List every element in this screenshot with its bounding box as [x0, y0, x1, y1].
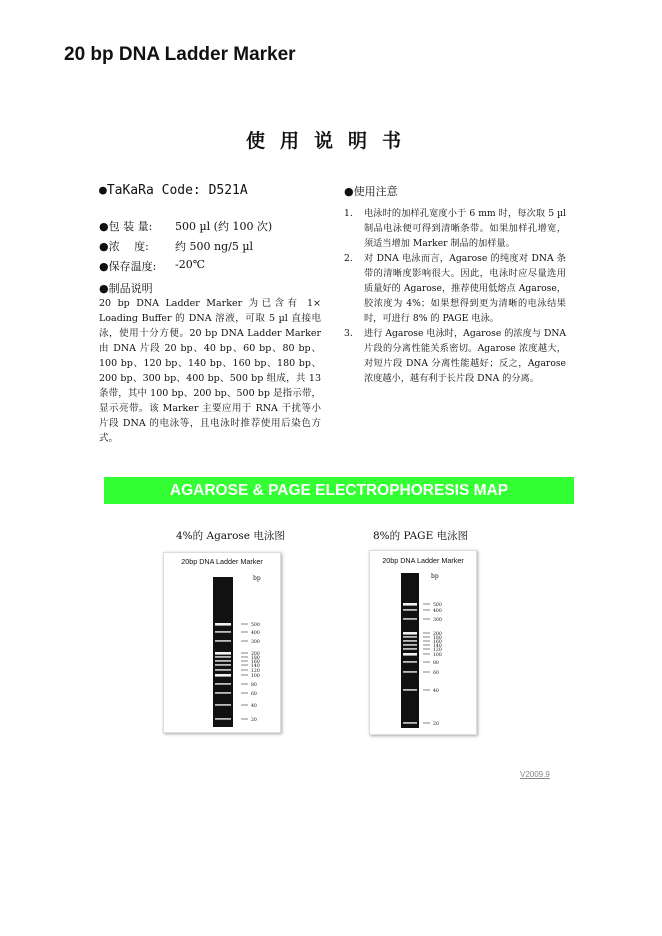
note-text: 对 DNA 电泳而言，Agarose 的纯度对 DNA 条带的清晰度影响很大。因此，电泳时应尽量选用质量好的 Agarose，推荐使用低熔点 Agarose，胶浓度为 4%；如果想得到更为清晰的电泳结果时，可进行 8% 的 PAGE 电泳。 [364, 253, 566, 324]
gel-band-60 [403, 671, 417, 673]
note-item [344, 251, 566, 326]
note-text: 进行 Agarose 电泳时，Agarose 的浓度与 DNA 片段的分离性能关系密切。Agarose 浓度越大，对短片段 DNA 分离性能越好；反之，Agarose 浓度越小，越有利于长片段 DNA 的分离。 [364, 328, 566, 384]
gel-band-140 [403, 644, 417, 646]
agarose-gel-caption: 4%的 Agarose 电泳图 [176, 530, 285, 542]
gel-label-20: 20 [433, 722, 439, 727]
description-text: 20 bp DNA Ladder Marker 为已含有 1× Loading Buffer 的 DNA 溶液，可取 5 µl 直接电泳，使用十分方便。20 bp DNA Ladder Marker 由 DNA 片段 20 bp、40 bp、60 bp、80 bp、100 bp、120 bp、140 bp、160 bp、180 bp、200 bp、300 bp、400 bp、500 bp 组成，共 13 条带，其中 100 bp、200 bp、500 bp 是指示带，显示亮带。该 Marker 主要应用于 RNA 干扰等小片段 DNA 的电泳等，且电泳时推荐使用后染色方式。 [99, 298, 321, 444]
gel-label-200: 200 [433, 632, 442, 637]
gel-band-180 [403, 636, 417, 638]
gel-label-100: 100 [433, 653, 442, 658]
gel-band-120 [215, 669, 231, 671]
note-item [344, 326, 566, 386]
page-gel-figure [369, 550, 477, 735]
gel-header: 20bp DNA Ladder Marker [382, 556, 464, 565]
gel-label-500: 500 [251, 623, 260, 628]
gel-label-60: 60 [251, 692, 257, 697]
spec-row-concentration [99, 238, 253, 254]
gel-band-300 [403, 618, 417, 620]
spec-label: ●包 装 量: [99, 220, 153, 233]
gel-band-80 [215, 683, 231, 685]
gel-label-120: 120 [251, 669, 260, 674]
gel-band-500 [215, 623, 231, 626]
note-item [344, 206, 566, 251]
gel-band-20 [215, 718, 231, 720]
gel-band-400 [403, 609, 417, 611]
notes-list [344, 206, 566, 386]
gel-label-300: 300 [433, 618, 442, 623]
spec-value: -20℃ [175, 258, 206, 271]
spec-row-package [99, 218, 272, 234]
page-title: 20 bp DNA Ladder Marker [64, 44, 296, 65]
note-number: 2. [344, 253, 353, 264]
gel-band-100 [215, 674, 231, 677]
gel-label-80: 80 [433, 661, 439, 666]
gel-band-140 [215, 664, 231, 666]
gel-band-500 [403, 603, 417, 606]
description-heading: ●制品说明 [99, 282, 153, 295]
gel-band-60 [215, 692, 231, 694]
gel-label-300: 300 [251, 640, 260, 645]
gel-band-160 [215, 660, 231, 662]
electrophoresis-map-banner: AGAROSE & PAGE ELECTROPHORESIS MAP [104, 477, 574, 504]
notes-heading: ●使用注意 [344, 185, 398, 198]
gel-band-180 [215, 656, 231, 658]
gel-label-160: 160 [251, 660, 260, 665]
note-number: 3. [344, 328, 353, 339]
gel-label-180: 180 [433, 636, 442, 641]
gel-label-400: 400 [251, 631, 260, 636]
spec-label: ●浓 度: [99, 240, 149, 253]
gel-band-120 [403, 648, 417, 650]
takara-code: ●TaKaRa Code: D521A [99, 183, 248, 198]
agarose-gel-image [164, 568, 280, 730]
gel-band-40 [215, 704, 231, 706]
gel-label-40: 40 [433, 689, 439, 694]
gel-header: 20bp DNA Ladder Marker [181, 557, 263, 566]
gel-band-200 [403, 632, 417, 635]
spec-row-storage [99, 258, 205, 274]
manual-heading: 使用说明书 [245, 130, 416, 152]
agarose-gel-figure [163, 552, 281, 733]
gel-label-140: 140 [251, 664, 260, 669]
gel-label-20: 20 [251, 718, 257, 723]
gel-label-80: 80 [251, 683, 257, 688]
gel-band-20 [403, 722, 417, 724]
note-text: 电泳时的加样孔宽度小于 6 mm 时，每次取 5 µl 制品电泳便可得到清晰条带。如果加样孔增宽，须适当增加 Marker 制品的加样量。 [364, 208, 566, 249]
spec-value: 500 µl (约 100 次) [175, 220, 273, 233]
gel-unit-label: bp [253, 575, 261, 582]
gel-label-180: 180 [251, 656, 260, 661]
page-gel-image [370, 568, 476, 732]
gel-band-400 [215, 631, 231, 633]
gel-band-200 [215, 652, 231, 655]
gel-label-100: 100 [251, 674, 260, 679]
gel-label-500: 500 [433, 603, 442, 608]
spec-label: ●保存温度: [99, 260, 157, 273]
gel-label-160: 160 [433, 640, 442, 645]
note-number: 1. [344, 208, 353, 219]
gel-band-160 [403, 640, 417, 642]
gel-label-400: 400 [433, 609, 442, 614]
gel-label-60: 60 [433, 671, 439, 676]
version-label: V2009.9 [520, 770, 550, 779]
gel-band-80 [403, 661, 417, 663]
gel-band-100 [403, 653, 417, 656]
page-gel-caption: 8%的 PAGE 电泳图 [373, 530, 469, 542]
gel-label-120: 120 [433, 648, 442, 653]
gel-label-140: 140 [433, 644, 442, 649]
gel-band-40 [403, 689, 417, 691]
spec-value: 约 500 ng/5 µl [175, 240, 253, 253]
gel-label-40: 40 [251, 704, 257, 709]
gel-band-300 [215, 640, 231, 642]
gel-label-200: 200 [251, 652, 260, 657]
gel-lane [401, 573, 419, 728]
gel-unit-label: bp [431, 573, 439, 580]
